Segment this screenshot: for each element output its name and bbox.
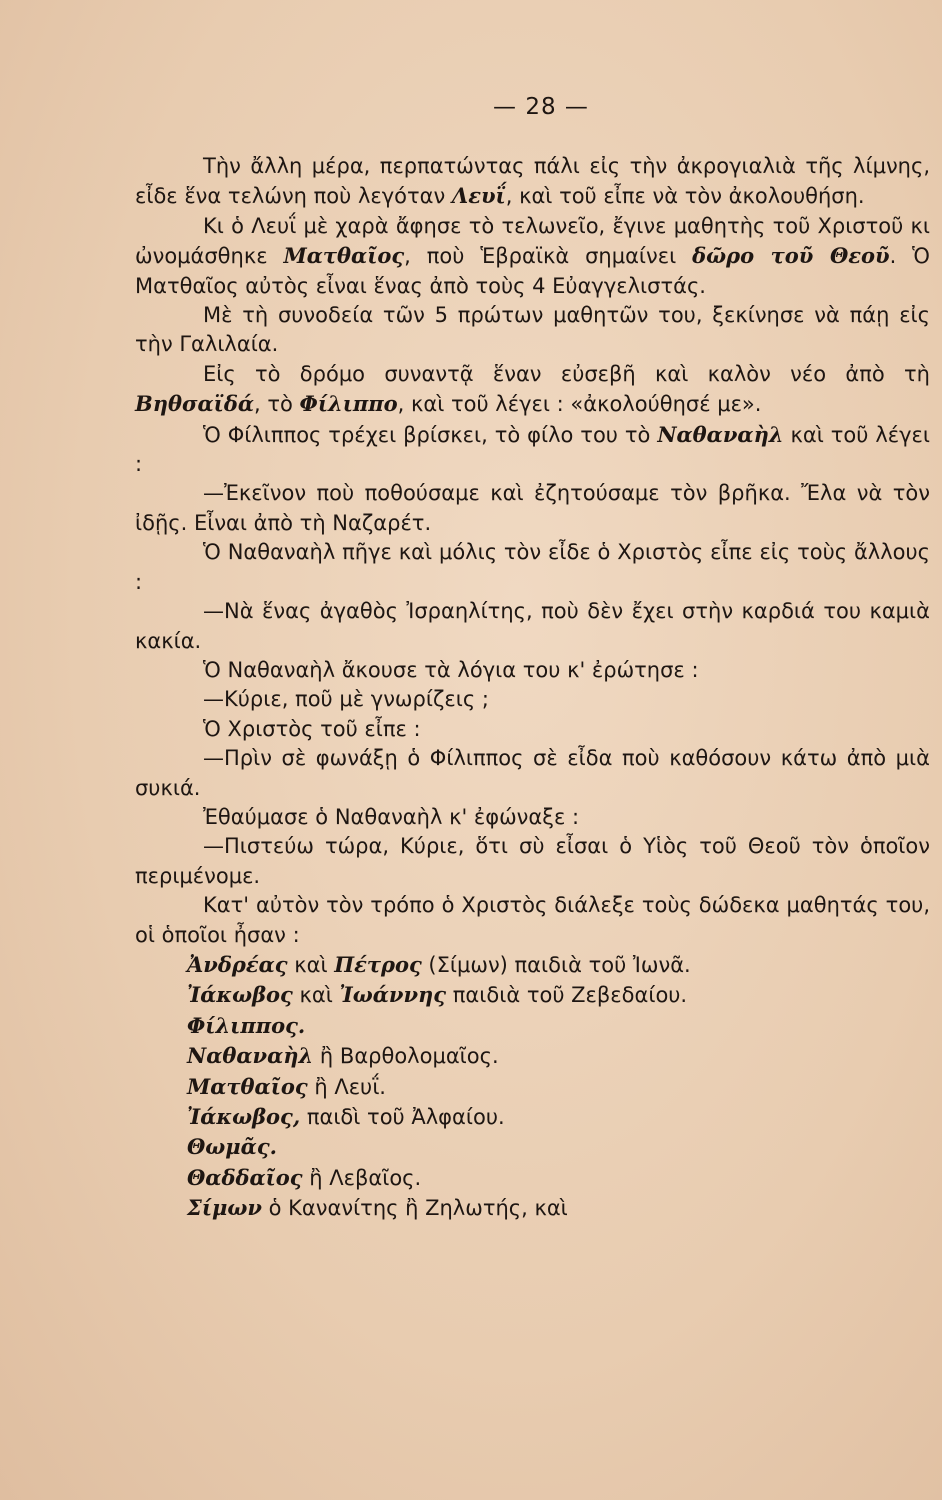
text-span: καὶ τοῦ λέγει : bbox=[135, 422, 930, 477]
paragraph bbox=[135, 803, 930, 832]
name-highlight: δῶρο τοῦ Θεοῦ bbox=[692, 243, 890, 269]
list-item bbox=[135, 950, 930, 980]
name-highlight: Ματθαῖος bbox=[283, 243, 405, 269]
paragraph bbox=[135, 479, 930, 538]
name-highlight: Φίλιππος. bbox=[187, 1012, 306, 1038]
list-item bbox=[135, 1011, 930, 1041]
name-highlight: Θαδδαῖος bbox=[187, 1164, 303, 1190]
paragraph bbox=[135, 597, 930, 656]
paragraph bbox=[135, 301, 930, 360]
text-span: Ὁ Ναθαναὴλ πῆγε καὶ μόλις τὸν εἶδε ὁ Χριστὸς εἶπε εἰς τοὺς ἄλλους : bbox=[135, 540, 930, 594]
text-span: —Κύριε, ποῦ μὲ γνωρίζεις ; bbox=[203, 687, 489, 712]
text-span: (Σίμων) παιδιὰ τοῦ Ἰωνᾶ. bbox=[421, 952, 691, 977]
name-highlight: Ματθαῖος bbox=[187, 1073, 308, 1099]
text-span: Κι ὁ Λευΐ μὲ χαρὰ ἄφησε τὸ τελωνεῖο, ἔγινε μαθητὴς τοῦ Χριστοῦ κι ὠνομάσθηκε bbox=[135, 213, 930, 269]
name-highlight: Θωμᾶς. bbox=[187, 1134, 277, 1160]
text-span: Μὲ τὴ συνοδεία τῶν 5 πρώτων μαθητῶν του, ξεκίνησε νὰ πάῃ εἰς τὴν Γαλιλαία. bbox=[135, 303, 930, 357]
paragraph bbox=[135, 212, 930, 301]
name-highlight: Ἰάκωβος bbox=[187, 982, 293, 1008]
page-number: — 28 — bbox=[493, 94, 589, 120]
text-span: ἢ Λεβαῖος. bbox=[302, 1165, 422, 1190]
name-highlight: Ἰωάννης bbox=[339, 982, 447, 1008]
text-span: Ὁ Ναθαναὴλ ἄκουσε τὰ λόγια του κ' ἐρώτησε : bbox=[203, 657, 699, 682]
paragraph bbox=[135, 685, 930, 714]
name-highlight: Φίλιππο bbox=[299, 391, 398, 417]
name-highlight: Σίμων bbox=[187, 1195, 262, 1221]
paragraph bbox=[135, 891, 930, 950]
text-span: παιδὶ τοῦ Ἀλφαίου. bbox=[300, 1105, 505, 1129]
list-item bbox=[135, 1102, 930, 1132]
list-item bbox=[135, 1193, 930, 1223]
text-span: Ἐθαύμασε ὁ Ναθαναὴλ κ' ἐφώναξε : bbox=[203, 804, 580, 829]
paragraph bbox=[135, 656, 930, 685]
text-span: Ὁ Χριστὸς τοῦ εἶπε : bbox=[203, 716, 421, 741]
text-span: καὶ bbox=[287, 952, 335, 977]
list-item bbox=[135, 1072, 930, 1102]
name-highlight: Ἀνδρέας bbox=[187, 951, 288, 977]
text-span: ὁ Κανανίτης ἢ Ζηλωτής, καὶ bbox=[261, 1196, 568, 1221]
text-span: —Πρὶν σὲ φωνάξῃ ὁ Φίλιππος σὲ εἶδα ποὺ καθόσουν κάτω ἀπὸ μιὰ συκιά. bbox=[135, 746, 930, 800]
text-span: Εἰς τὸ δρόμο συναντᾷ ἕναν εὐσεβῆ καὶ καλὸν νέο ἀπὸ τὴ bbox=[203, 361, 930, 386]
name-highlight: Ναθαναὴλ bbox=[657, 421, 784, 447]
name-highlight: Βηθσαϊδά bbox=[135, 391, 254, 417]
paragraph bbox=[135, 715, 930, 744]
name-highlight: Ναθαναὴλ bbox=[187, 1043, 314, 1069]
text-span: παιδιὰ τοῦ Ζεβεδαίου. bbox=[446, 983, 688, 1008]
list-item bbox=[135, 1132, 930, 1162]
page-text bbox=[135, 152, 930, 1224]
text-span: —Ἐκεῖνον ποὺ ποθούσαμε καὶ ἐζητούσαμε τὸν βρῆκα. Ἔλα νὰ τὸν ἰδῇς. Εἶναι ἀπὸ τὴ Ναζαρέτ. bbox=[135, 481, 930, 535]
text-span: , καὶ τοῦ λέγει : «ἀκολούθησέ με». bbox=[397, 392, 762, 417]
text-span: Ὁ Φίλιππος τρέχει βρίσκει, τὸ φίλο του τὸ bbox=[203, 422, 658, 447]
list-item bbox=[135, 1163, 930, 1193]
text-span: Τὴν ἄλλη μέρα, περπατώντας πάλι εἰς τὴν ἀκρογιαλιὰ τῆς λίμνης, εἶδε ἕνα τελώνη ποὺ λεγόταν bbox=[135, 154, 930, 209]
text-span: —Πιστεύω τώρα, Κύριε, ὅτι σὺ εἶσαι ὁ Υἱὸς τοῦ Θεοῦ τὸν ὁποῖον περιμένομε. bbox=[135, 834, 930, 888]
paragraph bbox=[135, 538, 930, 597]
paragraph bbox=[135, 744, 930, 803]
text-span: , ποὺ Ἑβραϊκὰ σημαίνει bbox=[404, 244, 693, 269]
text-span: καὶ bbox=[292, 983, 340, 1008]
list-item bbox=[135, 1041, 930, 1071]
name-highlight: Πέτρος bbox=[334, 951, 422, 977]
list-item bbox=[135, 980, 930, 1010]
text-span: —Νὰ ἕνας ἀγαθὸς Ἰσραηλίτης, ποὺ δὲν ἔχει στὴν καρδιά του καμιὰ κακία. bbox=[135, 599, 930, 653]
text-span: ἢ Λευΐ. bbox=[307, 1074, 386, 1099]
text-span: . Ὁ Ματθαῖος αὐτὸς εἶναι ἕνας ἀπὸ τοὺς 4 Εὐαγγελιστάς. bbox=[135, 244, 930, 298]
paragraph bbox=[135, 360, 930, 420]
text-span: ἢ Βαρθολομαῖος. bbox=[313, 1044, 499, 1069]
text-span: Κατ' αὐτὸν τὸν τρόπο ὁ Χριστὸς διάλεξε τοὺς δώδεκα μαθητάς του, οἱ ὁποῖοι ἦσαν : bbox=[135, 893, 930, 947]
name-highlight: Ἰάκωβος, bbox=[187, 1104, 301, 1129]
paragraph bbox=[135, 420, 930, 480]
name-highlight: Λευΐ bbox=[451, 183, 506, 209]
paragraph bbox=[135, 832, 930, 891]
text-span: , καὶ τοῦ εἶπε νὰ τὸν ἀκολουθήση. bbox=[505, 184, 865, 209]
text-span: , τὸ bbox=[254, 392, 300, 417]
paragraph bbox=[135, 152, 930, 212]
